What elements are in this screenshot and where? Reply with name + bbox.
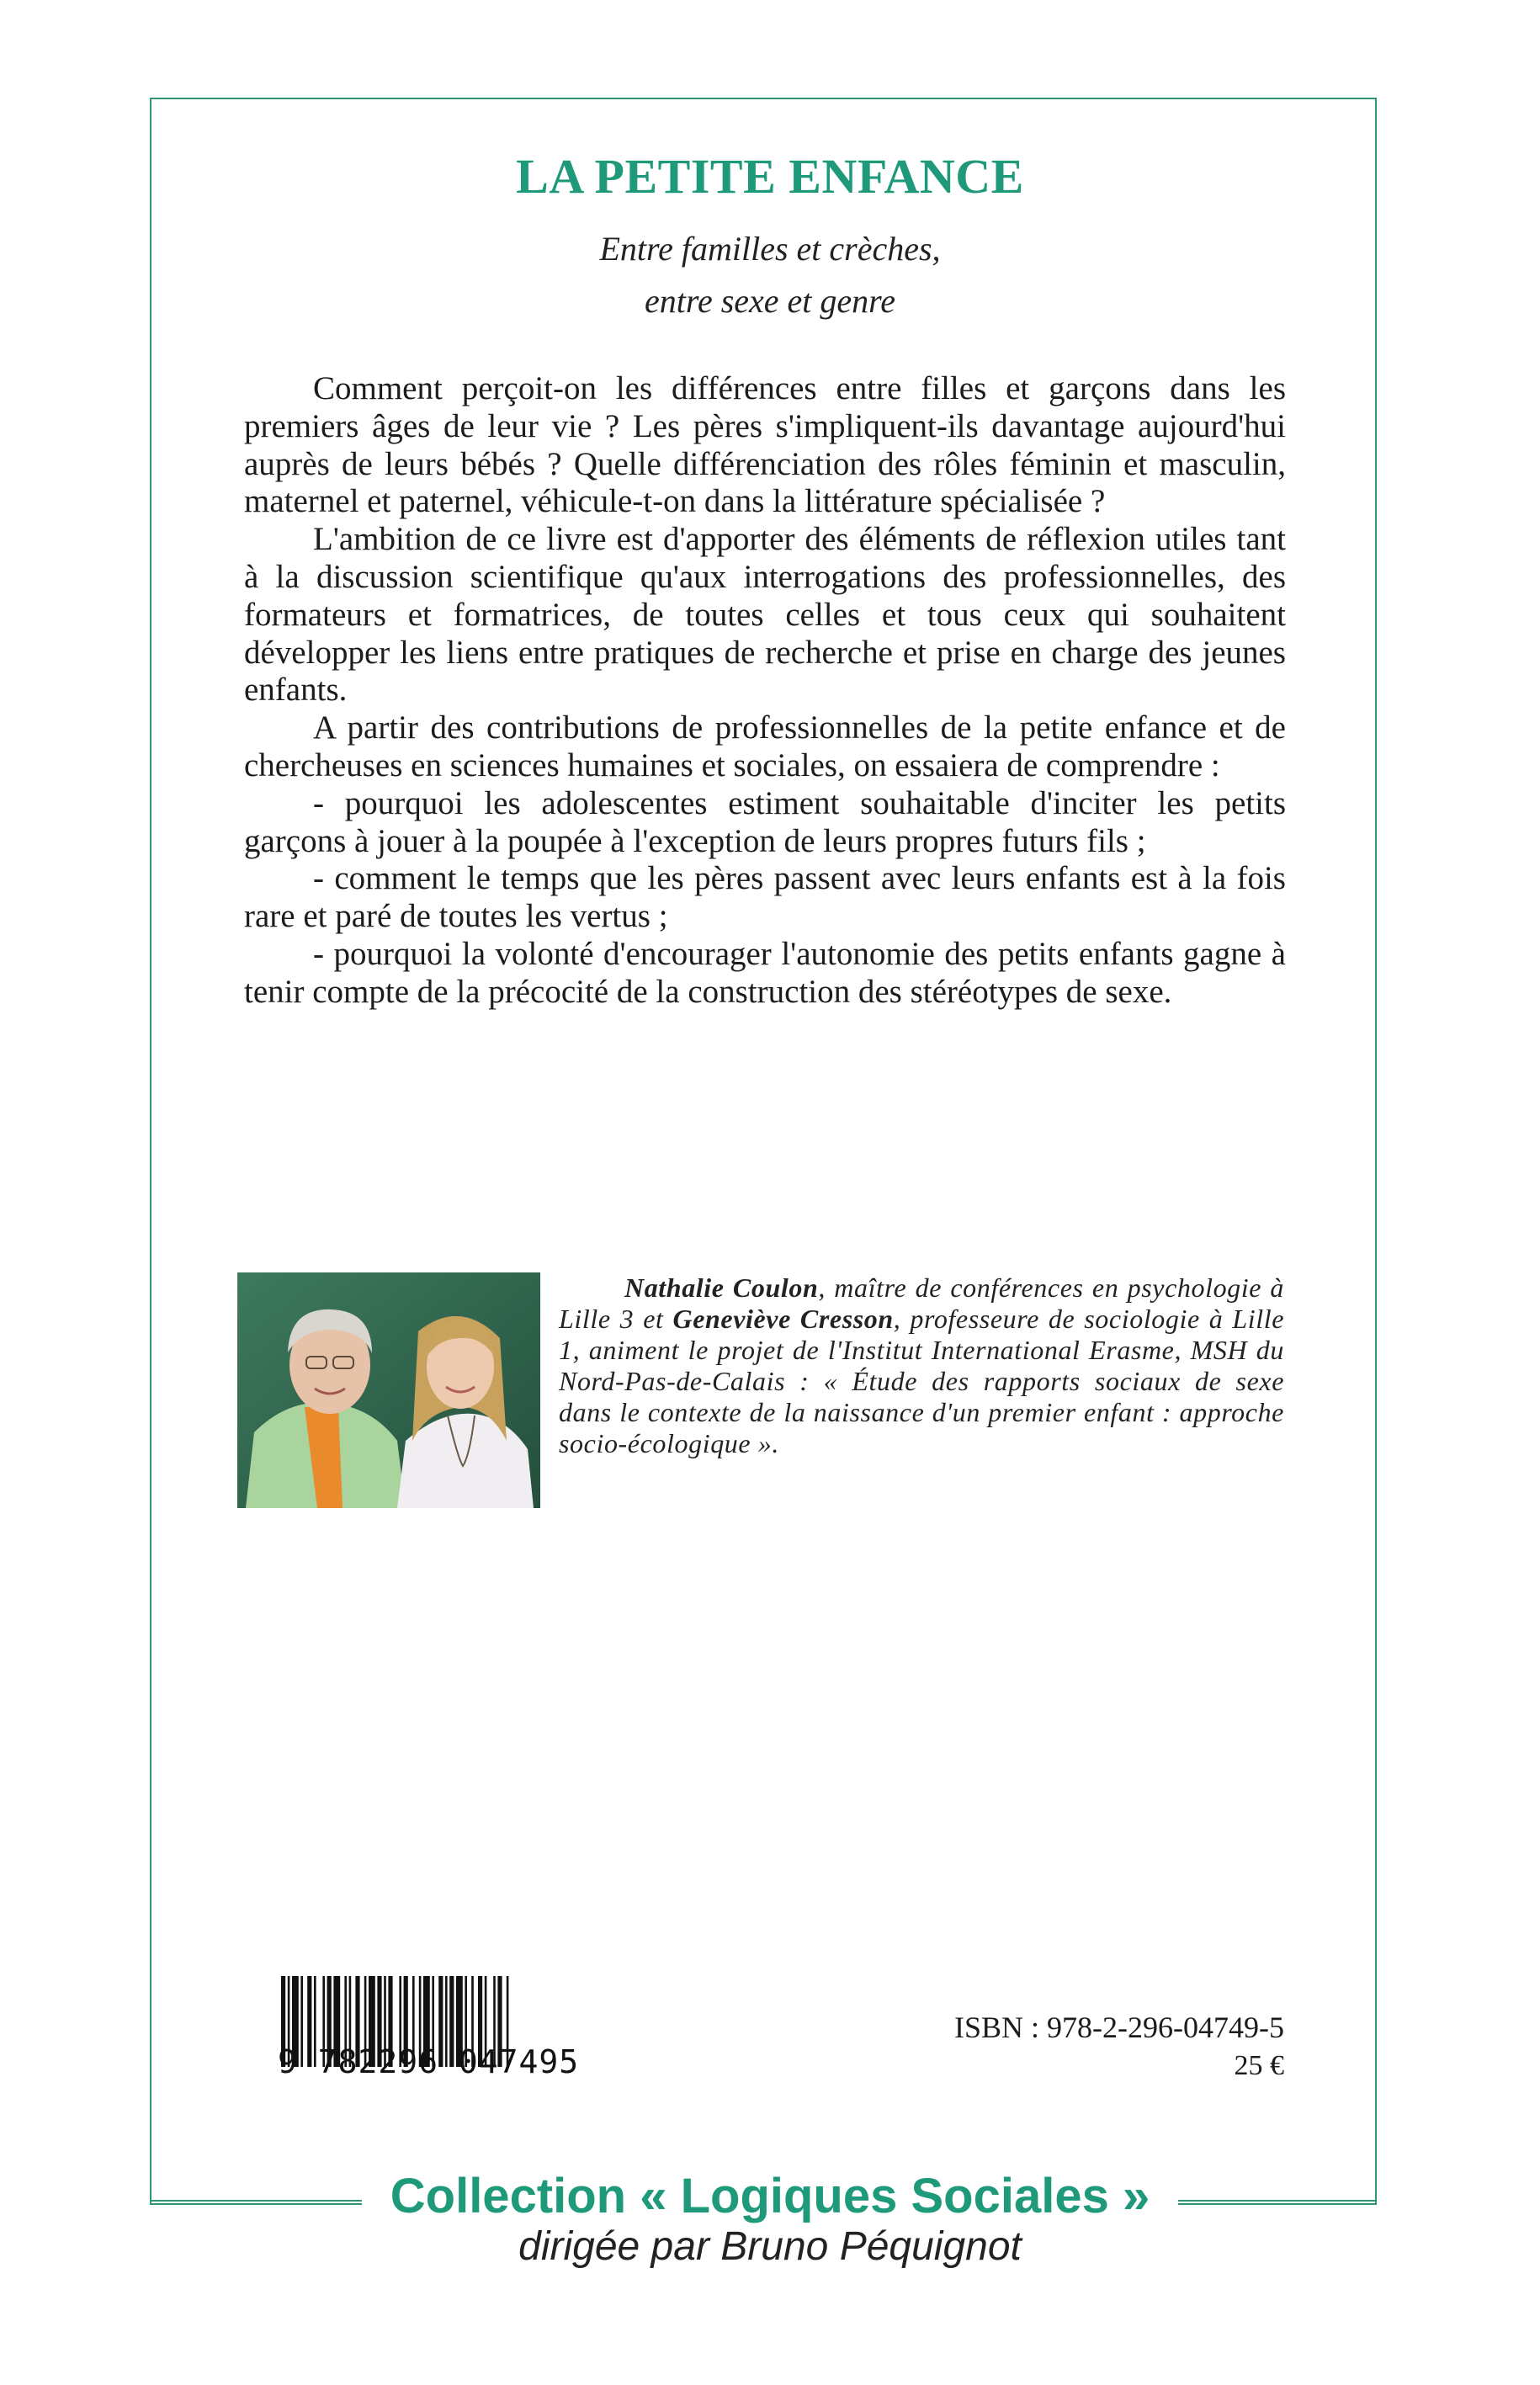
blurb-paragraph: - comment le temps que les pères passent avec leurs enfants est à la fois rare et paré de toutes les vertus ; <box>244 860 1286 935</box>
collection-director: dirigée par Bruno Péquignot <box>518 2224 1022 2269</box>
authors-bio <box>559 1272 1284 1459</box>
blurb-paragraph: Comment perçoit-on les différences entre filles et garçons dans les premiers âges de leur vie ? Les pères s'impliquent-ils davantage aujourd'hui auprès de leurs bébés ? Quelle différenciation des rôles féminin et masculin, maternel et paternel, véhicule-t-on dans la littérature spécialisée ? <box>244 370 1286 520</box>
book-title: LA PETITE ENFANCE <box>516 149 1024 204</box>
author1-name: Nathalie Coulon <box>624 1272 819 1303</box>
author2-name: Geneviève Cresson <box>672 1304 894 1334</box>
authors-photo-illustration <box>237 1272 540 1508</box>
blurb-paragraph: L'ambition de ce livre est d'apporter des éléments de réflexion utiles tant à la discussion scientifique qu'aux interrogations des professionnelles, des formateurs et formatrices, de toutes celles et tous ceux qui souhaitent développer les liens entre pratiques de recherche et prise en charge des jeunes enfants. <box>244 521 1286 709</box>
collection-name-wrapper <box>0 2168 1540 2224</box>
barcode-digits: 9 782296 047495 <box>278 2043 580 2080</box>
price: 25 € <box>1234 2050 1284 2081</box>
book-subtitle-line2: entre sexe et genre <box>645 282 895 320</box>
book-subtitle-line1: Entre familles et crèches, <box>599 230 941 268</box>
author1-description: , maître de conférences en psychologie à Lille 3 et <box>559 1272 1285 1334</box>
blurb-paragraph: - pourquoi la volonté d'encourager l'autonomie des petits enfants gagne à tenir compte de la précocité de la construction des stéréotypes de sexe. <box>244 935 1286 1010</box>
author2-description: , professeure de sociologie à Lille 1, animent le projet de l'Institut International Erasme, MSH du Nord-Pas-de-Calais : « Étude des rapports sociaux de sexe dans le contexte de la naissance d'un premier enfant : approche socio-écologique ». <box>559 1304 1285 1458</box>
isbn: ISBN : 978-2-296-04749-5 <box>954 2011 1284 2044</box>
authors-photo <box>237 1272 540 1508</box>
collection-name: Collection « Logiques Sociales » <box>362 2168 1178 2224</box>
blurb-paragraph: - pourquoi les adolescentes estiment souhaitable d'inciter les petits garçons à jouer à la poupée à l'exception de leurs propres futurs fils ; <box>244 784 1286 859</box>
blurb-paragraph: A partir des contributions de professionnelles de la petite enfance et de chercheuses en sciences humaines et sociales, on essaiera de comprendre : <box>244 709 1286 783</box>
blurb <box>244 370 1286 1012</box>
